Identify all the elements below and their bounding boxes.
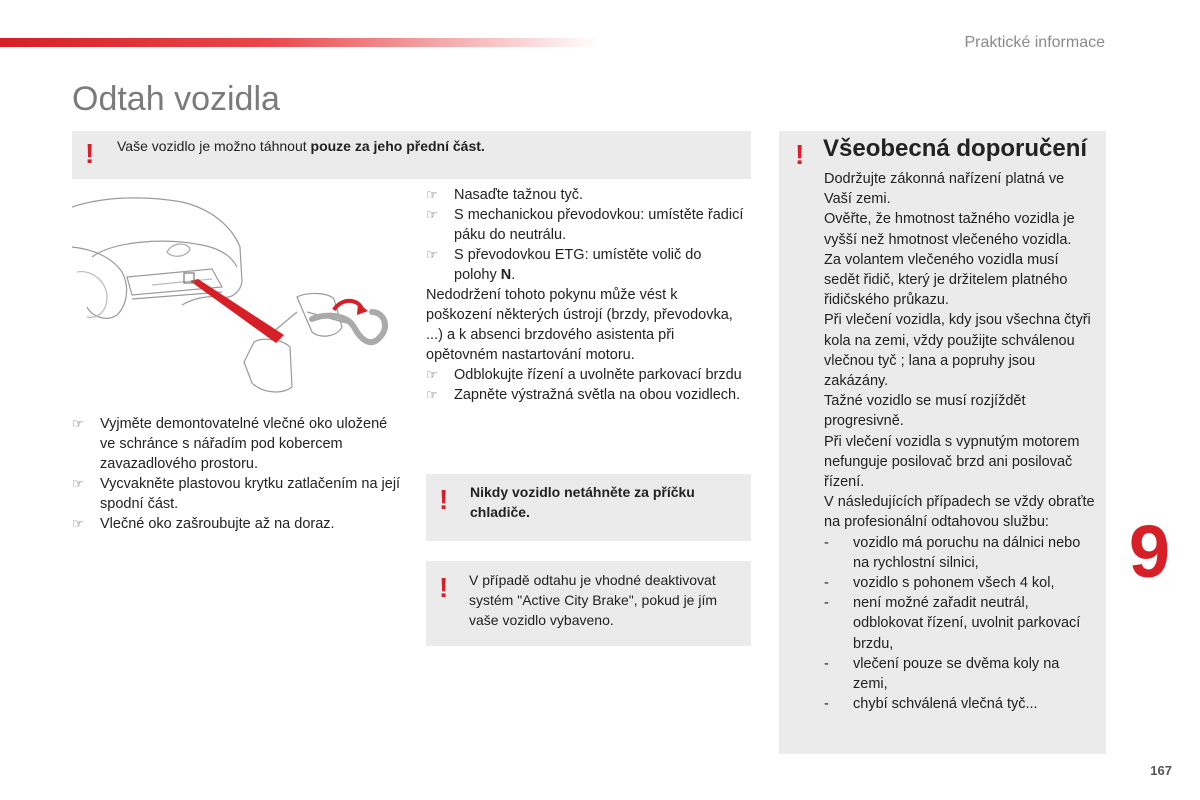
warning-text: Nikdy vozidlo netáhněte za příčku chladiče.: [470, 484, 695, 520]
list-item: - vozidlo s pohonem všech 4 kol,: [824, 575, 1055, 592]
warning-box-front-only: [72, 131, 751, 179]
caution-paragraph: Nedodržení tohoto pokynu může vést k poškození některých ústrojí (brzdy, převodovka, ...) a k absenci brzdového asistenta při opětovném nastartování motoru.: [426, 287, 733, 363]
chapter-number: 9: [1128, 510, 1170, 593]
page-number: 167: [1150, 763, 1172, 778]
paragraph: Při vlečení vozidla s vypnutým motorem nefunguje posilovač brzd ani posilovač řízení.: [824, 433, 1080, 491]
paragraph: Za volantem vlečeného vozidla musí sedět řidič, který je držitelem platného řidičského průkazu.: [824, 251, 1068, 309]
paragraph: Dodržujte zákonná nařízení platná ve Vaší zemi.: [824, 171, 1065, 208]
list-item: ☞ S převodovkou ETG: umístěte volič do polohy N.: [426, 247, 702, 283]
exclamation-icon: !: [439, 484, 449, 515]
list-item: ☞ Vycvakněte plastovou krytku zatlačením na její spodní část.: [72, 476, 401, 512]
recommendations-title: Všeobecná doporučení: [823, 135, 1088, 162]
exclamation-icon: !: [439, 572, 449, 603]
warning-box-active-city-brake: [426, 561, 751, 646]
paragraph: Tažné vozidlo se musí rozjíždět progresivně.: [824, 393, 1026, 430]
list-item: - vlečení pouze se dvěma koly na zemi,: [824, 655, 1060, 693]
paragraph: Při vlečení vozidla, kdy jsou všechna čtyři kola na zemi, vždy použijte schválenou vlečnou tyč ; lana a popruhy jsou zakázány.: [824, 312, 1091, 390]
list-item: ☞ Vyjměte demontovatelné vlečné oko uložené ve schránce s nářadím pod kobercem zavazadlového prostoru.: [72, 416, 388, 472]
warning-text: V případě odtahu je vhodné deaktivovat systém "Active City Brake", pokud je jím vaše vozidlo vybaveno.: [469, 572, 718, 628]
warning-box-radiator: [426, 474, 751, 541]
arrow-bullet-icon: ☞: [426, 367, 438, 382]
list-item: - chybí schválená vlečná tyč...: [824, 696, 1038, 713]
arrow-bullet-icon: ☞: [72, 476, 84, 491]
arrow-bullet-icon: ☞: [72, 416, 84, 431]
header-accent-bar: [0, 38, 600, 47]
list-item: ☞ Odblokujte řízení a uvolněte parkovací brzdu: [426, 367, 742, 383]
recommendations-body: [824, 169, 1096, 714]
exclamation-icon: !: [85, 138, 95, 169]
left-steps: [72, 414, 402, 534]
page-title: Odtah vozidla: [72, 80, 280, 118]
list-item: ☞ Vlečné oko zašroubujte až na doraz.: [72, 516, 335, 532]
arrow-bullet-icon: ☞: [426, 207, 438, 222]
exclamation-icon: !: [795, 139, 805, 170]
arrow-bullet-icon: ☞: [426, 187, 438, 202]
paragraph: Ověřte, že hmotnost tažného vozidla je vyšší než hmotnost vlečeného vozidla.: [824, 211, 1075, 248]
warning-text: Vaše vozidlo je možno táhnout pouze za jeho přední část.: [117, 138, 485, 154]
car-tow-eye-illustration: [72, 187, 402, 403]
list-item: ☞ Zapněte výstražná světla na obou vozidlech.: [426, 387, 741, 403]
arrow-bullet-icon: ☞: [426, 247, 438, 262]
list-item: - vozidlo má poruchu na dálnici nebo na rychlostní silnici,: [824, 534, 1081, 571]
arrow-bullet-icon: ☞: [426, 387, 438, 402]
section-title: Praktické informace: [964, 34, 1105, 51]
paragraph: V následujících případech se vždy obraťte na profesionální odtahovou službu:: [824, 494, 1095, 531]
middle-steps: [426, 185, 744, 405]
list-item: ☞ S mechanickou převodovkou: umístěte řadicí páku do neutrálu.: [426, 207, 744, 243]
list-item: ☞ Nasaďte tažnou tyč.: [426, 187, 584, 203]
list-item: - není možné zařadit neutrál, odblokovat řízení, uvolnit parkovací brzdu,: [824, 595, 1081, 652]
arrow-bullet-icon: ☞: [72, 516, 84, 531]
